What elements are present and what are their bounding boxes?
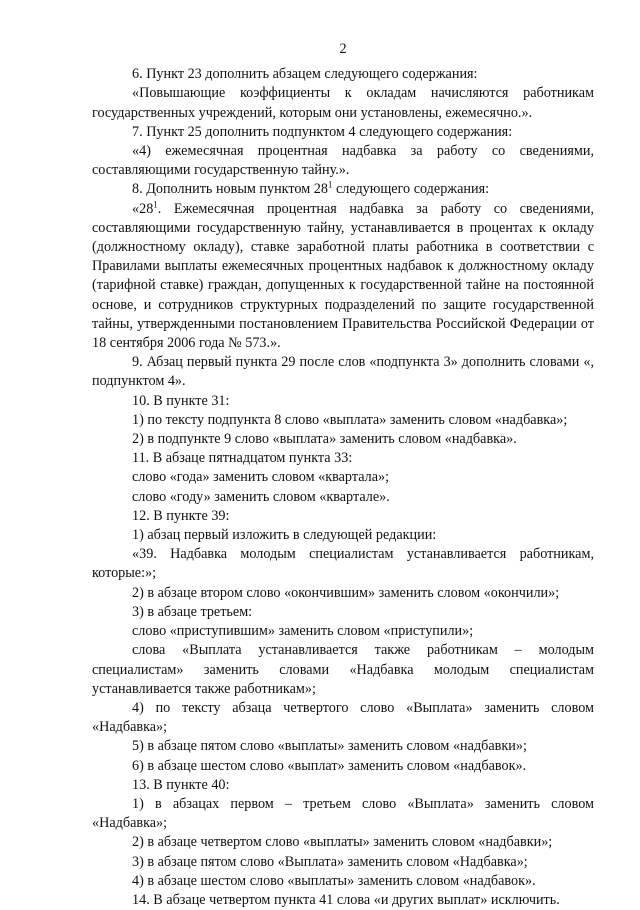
paragraph-text: 2) в абзаце втором слово «окончившим» заменить словом «окончили»; [132,584,560,601]
paragraph [92,180,594,199]
paragraph [92,699,594,737]
paragraph-text: 2) в подпункте 9 слово «выплата» заменить словом «надбавка». [132,431,517,448]
paragraph [92,757,594,776]
paragraph-text: 4) в абзаце шестом слово «выплаты» заменить словом «надбавок». [132,872,536,889]
paragraph-text: 12. В пункте 39: [132,507,230,524]
paragraph-text: «Повышающие коэффициенты к окладам начисляются работникам государственных учреждений, которым они установлены, ежемесячно.». [92,85,594,121]
paragraph [92,891,594,910]
paragraph [92,584,594,603]
page-number: 2 [339,41,347,57]
paragraph-text-continued: . Ежемесячная процентная надбавка за работу со сведениями, составляющими государственную тайну, устанавливается в процентах к окладу (должностному окладу), ставке заработной платы работника в соответствии с Правилами выплаты ежемесячных процентных надбавок к должностному окладу (тарифной ставке) граждан, допущенных к государственной тайне на постоянной основе, и сотрудников структурных подразделений по защите государственной тайны, утвержденными постановлением Правительства Российской Федерации от 18 сентября 2006 года № 573.». [92,200,594,352]
paragraph-text: 1) по тексту подпункта 8 слово «выплата» заменить словом «надбавка»; [132,411,568,428]
paragraph [92,411,594,430]
paragraph [92,545,594,583]
paragraph-text: «4) ежемесячная процентная надбавка за работу со сведениями, составляющими государственную тайну.». [92,143,594,179]
document-body [92,65,594,910]
paragraph [92,488,594,507]
paragraph [92,142,594,180]
paragraph-text: 10. В пункте 31: [132,392,230,409]
paragraph-text: 14. В абзаце четвертом пункта 41 слова «и других выплат» исключить. [132,891,560,908]
paragraph [92,641,594,699]
paragraph-text: 11. В абзаце пятнадцатом пункта 33: [132,450,353,467]
paragraph [92,526,594,545]
paragraph-text: 13. В пункте 40: [132,776,230,793]
paragraph [92,853,594,872]
paragraph [92,795,594,833]
paragraph-text: 3) в абзаце пятом слово «Выплата» заменить словом «Надбавка»; [132,853,528,870]
paragraph [92,353,594,391]
paragraph [92,84,594,122]
paragraph [92,507,594,526]
paragraph-text: 2) в абзаце четвертом слово «выплаты» заменить словом «надбавки»; [132,834,553,851]
paragraph-text: слова «Выплата устанавливается также работникам – молодым специалистам» заменить словами «Надбавка молодым специалистам устанавливается также работникам»; [92,642,594,697]
paragraph [92,200,594,354]
paragraph [92,833,594,852]
paragraph [92,65,594,84]
paragraph [92,468,594,487]
paragraph-text: 7. Пункт 25 дополнить подпунктом 4 следующего содержания: [132,123,513,140]
paragraph-text: слово «приступившим» заменить словом «приступили»; [132,623,474,640]
paragraph-text: 8. Дополнить новым пунктом 28 [132,181,328,198]
paragraph [92,449,594,468]
paragraph-text: 6. Пункт 23 дополнить абзацем следующего содержания: [132,66,478,83]
paragraph [92,776,594,795]
paragraph [92,622,594,641]
paragraph-text: 4) по тексту абзаца четвертого слово «Выплата» заменить словом «Надбавка»; [92,699,594,736]
paragraph [92,737,594,756]
superscript-index: 1 [153,198,158,209]
paragraph-text-continued: следующего содержания: [332,181,490,198]
paragraph-text: «39. Надбавка молодым специалистам устанавливается работникам, которые:»; [92,546,594,582]
paragraph-text: 1) абзац первый изложить в следующей редакции: [132,527,437,544]
paragraph-text: 5) в абзаце пятом слово «выплаты» заменить словом «надбавки»; [132,738,527,755]
paragraph-text: 9. Абзац первый пункта 29 после слов «подпункта 3» дополнить словами «, подпунктом 4». [92,354,594,390]
paragraph-text: «28 [132,200,154,217]
paragraph-text: 6) в абзаце шестом слово «выплат» заменить словом «надбавок». [132,757,527,774]
superscript-index: 1 [327,179,333,190]
paragraph-text: слово «года» заменить словом «квартала»; [132,469,390,486]
paragraph-text: 1) в абзацах первом – третьем слово «Выплата» заменить словом «Надбавка»; [92,795,594,832]
paragraph-text: 3) в абзаце третьем: [132,603,253,620]
paragraph [92,603,594,622]
paragraph [92,872,594,891]
paragraph [92,392,594,411]
paragraph [92,123,594,142]
paragraph [92,430,594,449]
paragraph-text: слово «году» заменить словом «квартале». [132,488,390,505]
